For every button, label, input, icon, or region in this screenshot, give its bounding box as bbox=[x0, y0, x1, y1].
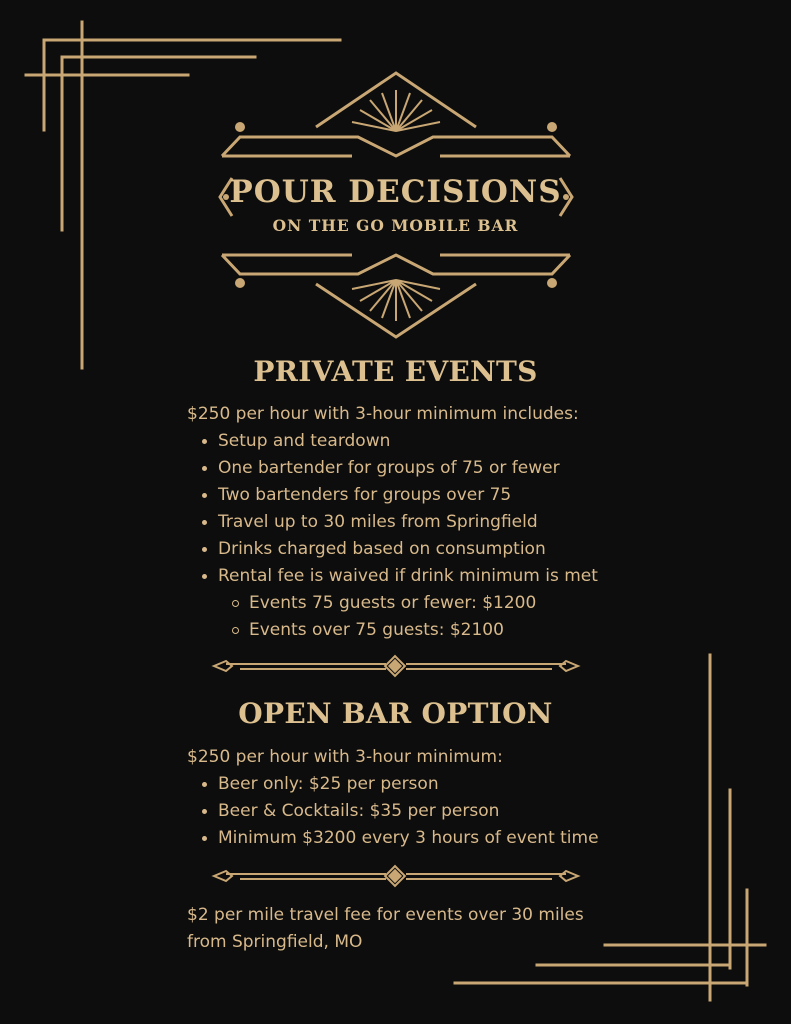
travel-note-line1: $2 per mile travel fee for events over 30 miles bbox=[187, 905, 584, 925]
list-item: Beer & Cocktails: $35 per person bbox=[187, 798, 599, 825]
private-events-list bbox=[187, 428, 598, 644]
list-item: Travel up to 30 miles from Springfield bbox=[187, 509, 598, 536]
list-item: Minimum $3200 every 3 hours of event time bbox=[187, 825, 599, 852]
open-bar-section bbox=[187, 744, 599, 852]
travel-note-line2: from Springfield, MO bbox=[187, 932, 363, 952]
sub-list-item: Events over 75 guests: $2100 bbox=[187, 617, 598, 644]
logo-title: POUR DECISIONS bbox=[229, 174, 562, 210]
logo-subtitle: ON THE GO MOBILE BAR bbox=[272, 216, 519, 235]
travel-note bbox=[187, 902, 584, 956]
open-bar-list bbox=[187, 771, 599, 852]
sub-list-item: Events 75 guests or fewer: $1200 bbox=[187, 590, 598, 617]
open-bar-heading: OPEN BAR OPTION bbox=[238, 697, 553, 730]
private-events-heading: PRIVATE EVENTS bbox=[253, 355, 538, 388]
list-item: Beer only: $25 per person bbox=[187, 771, 599, 798]
private-events-section bbox=[187, 401, 598, 644]
list-item: Two bartenders for groups over 75 bbox=[187, 482, 598, 509]
list-item: One bartender for groups of 75 or fewer bbox=[187, 455, 598, 482]
private-events-intro: $250 per hour with 3-hour minimum includes: bbox=[187, 404, 579, 424]
list-item: Rental fee is waived if drink minimum is met bbox=[187, 563, 598, 590]
open-bar-intro: $250 per hour with 3-hour minimum: bbox=[187, 747, 503, 767]
list-item: Setup and teardown bbox=[187, 428, 598, 455]
list-item: Drinks charged based on consumption bbox=[187, 536, 598, 563]
